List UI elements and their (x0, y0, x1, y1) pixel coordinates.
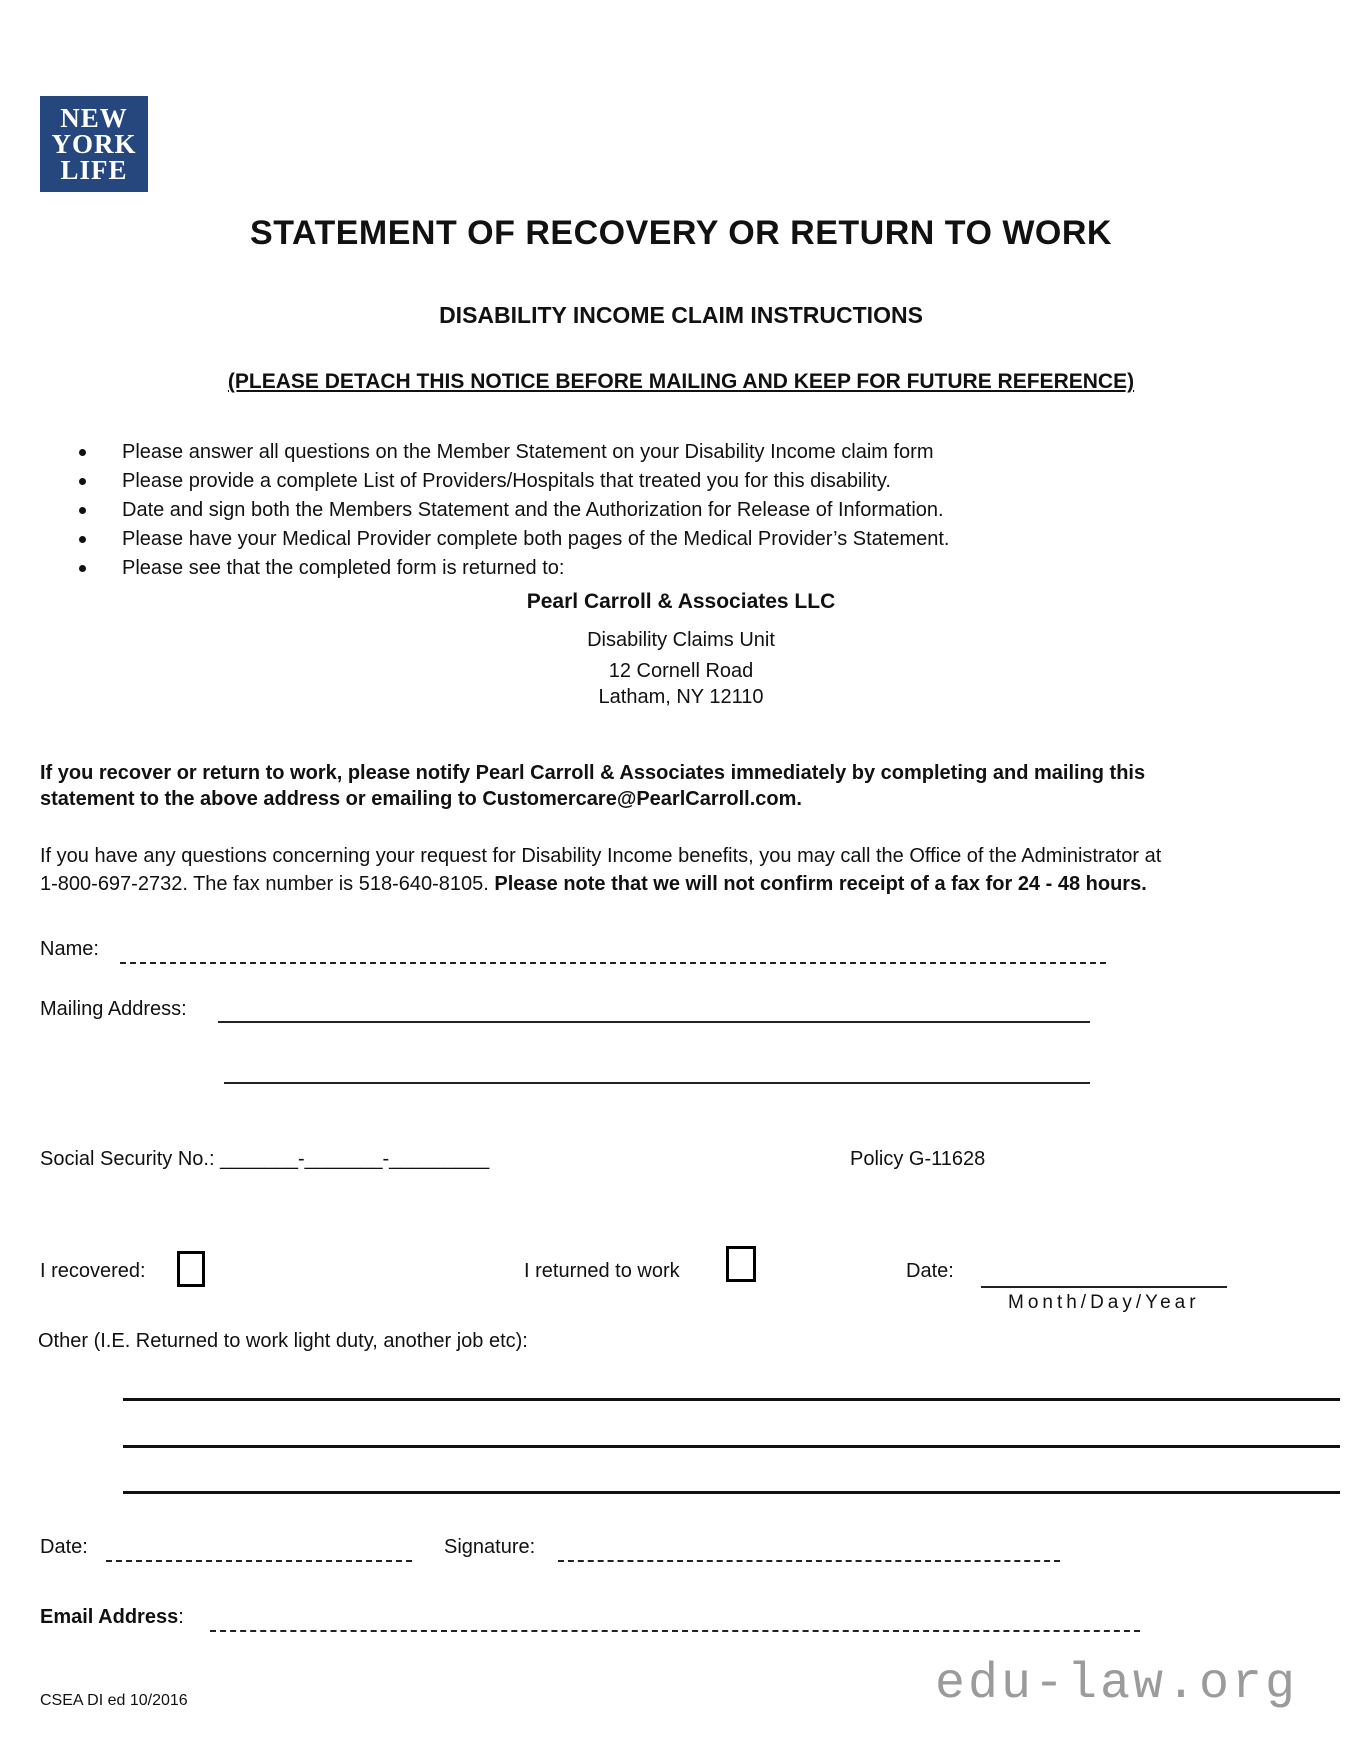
signature-date-input-line[interactable] (106, 1560, 412, 1562)
detach-notice: (PLEASE DETACH THIS NOTICE BEFORE MAILING AND KEEP FOR FUTURE REFERENCE) (227, 370, 1135, 393)
questions-notice-line2 (40, 870, 1161, 898)
page-title: STATEMENT OF RECOVERY OR RETURN TO WORK (250, 214, 1112, 252)
questions-notice (40, 842, 1161, 898)
ssn-label: Social Security No.: (40, 1148, 215, 1170)
return-address-unit: Disability Claims Unit (587, 629, 775, 651)
instruction-list (75, 438, 949, 583)
recover-notice (40, 760, 1145, 812)
email-label-colon: : (178, 1606, 184, 1628)
mailing-address-line1[interactable] (218, 1021, 1090, 1023)
instruction-item: Please have your Medical Provider complete both pages of the Medical Provider’s Statement. (75, 525, 949, 554)
signature-input-line[interactable] (558, 1560, 1060, 1562)
edu-law-watermark: edu-law.org (935, 1656, 1299, 1713)
logo-line-new: NEW (60, 103, 128, 133)
email-row (40, 1606, 184, 1629)
email-label: Email Address (40, 1606, 179, 1628)
page-subtitle: DISABILITY INCOME CLAIM INSTRUCTIONS (439, 302, 923, 328)
other-input-line-1[interactable] (123, 1398, 1340, 1401)
instruction-item: Date and sign both the Members Statement and the Authorization for Release of Information. (75, 496, 949, 525)
policy-number: Policy G-11628 (850, 1148, 986, 1170)
logo-line-life: LIFE (60, 155, 128, 185)
returned-to-work-label: I returned to work (524, 1260, 680, 1282)
ssn-input-blanks[interactable]: _______-_______-_________ (220, 1148, 490, 1170)
name-input-line[interactable] (120, 962, 1106, 964)
recover-notice-line2: statement to the above address or emailing to Customercare@PearlCarroll.com. (40, 788, 802, 810)
mailing-address-label: Mailing Address: (40, 998, 187, 1020)
return-company-name: Pearl Carroll & Associates LLC (526, 590, 836, 613)
return-address-city: Latham, NY 12110 (598, 686, 764, 708)
logo-line-york: YORK (51, 129, 137, 159)
other-input-line-2[interactable] (123, 1445, 1340, 1448)
recovery-date-label: Date: (906, 1260, 954, 1282)
name-label: Name: (40, 938, 99, 960)
instruction-item: Please provide a complete List of Providers/Hospitals that treated you for this disability. (75, 467, 949, 496)
date-format-hint: Month/Day/Year (1008, 1292, 1200, 1313)
recovered-label: I recovered: (40, 1260, 146, 1282)
ssn-row (40, 1148, 489, 1171)
signature-label: Signature: (444, 1536, 536, 1558)
returned-to-work-checkbox[interactable] (726, 1246, 756, 1282)
questions-notice-line1: If you have any questions concerning your request for Disability Income benefits, you may call the Office of the Administrator at (40, 845, 1162, 867)
questions-notice-phone: 1-800-697-2732. The fax number is 518-640-8105. (40, 873, 495, 895)
questions-notice-fax-warning: Please note that we will not confirm receipt of a fax for 24 - 48 hours. (494, 873, 1147, 895)
signature-date-label: Date: (40, 1536, 88, 1558)
email-input-line[interactable] (210, 1630, 1140, 1632)
form-code: CSEA DI ed 10/2016 (40, 1692, 188, 1709)
recovered-checkbox[interactable] (177, 1251, 205, 1287)
other-input-line-3[interactable] (123, 1491, 1340, 1494)
return-address-street: 12 Cornell Road (608, 660, 754, 682)
instruction-item: Please see that the completed form is returned to: (75, 554, 949, 583)
new-york-life-logo (40, 96, 148, 192)
instruction-item: Please answer all questions on the Member Statement on your Disability Income claim form (75, 438, 949, 467)
other-label: Other (I.E. Returned to work light duty, another job etc): (38, 1330, 528, 1352)
recover-notice-line1: If you recover or return to work, please notify Pearl Carroll & Associates immediately by completing and mailing this (40, 762, 1146, 784)
mailing-address-line2[interactable] (224, 1082, 1090, 1084)
recovery-date-input-line[interactable] (981, 1286, 1227, 1288)
new-york-life-logo-text (52, 105, 137, 183)
